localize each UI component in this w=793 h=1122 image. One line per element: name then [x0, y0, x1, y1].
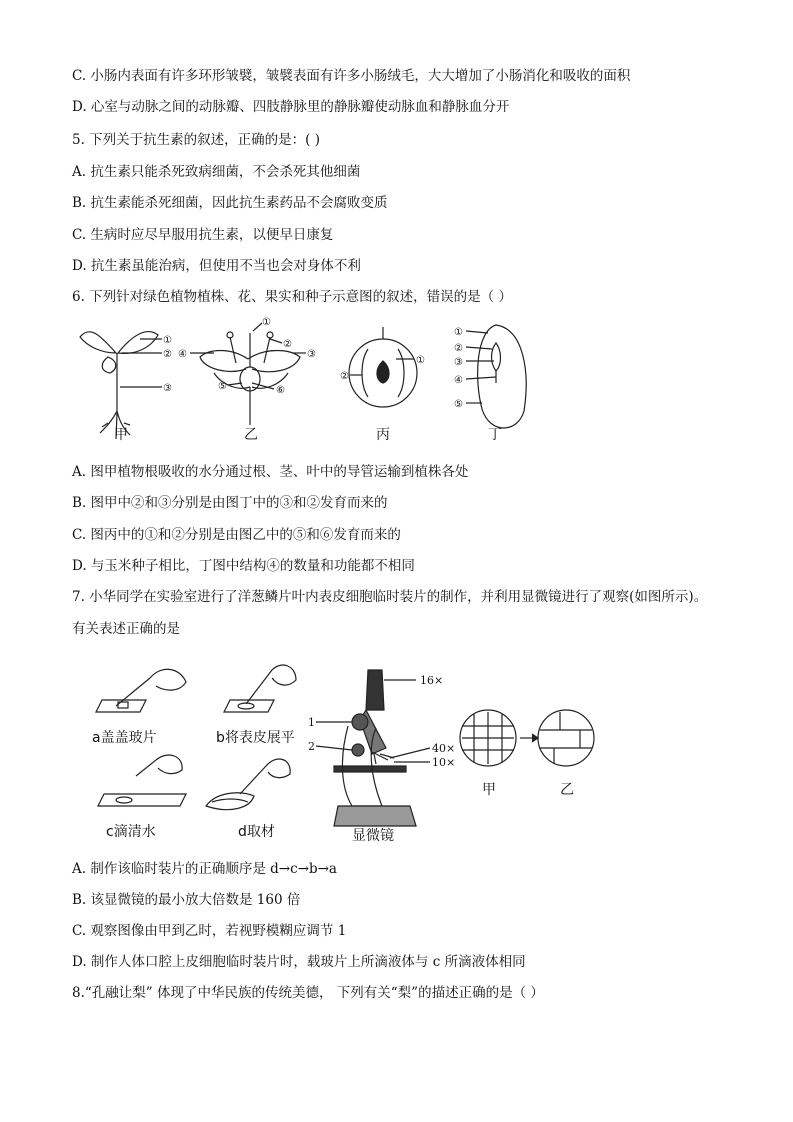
q5-stem: 5. 下列关于抗生素的叙述，正确的是：( ): [72, 132, 320, 148]
ding-marker-1: ①: [454, 327, 463, 338]
view-yi-illustration: [538, 710, 594, 766]
view-yi-label: 乙: [560, 782, 574, 798]
q6-stem: 6. 下列针对绿色植物植株、花、果实和种子示意图的叙述，错误的是（ ）: [72, 289, 512, 305]
step-a-illustration: [96, 669, 186, 712]
q7-stem-line1: 7. 小华同学在实验室进行了洋葱鳞片叶内表皮细胞临时装片的制作，并利用显微镜进行了观察(如图所示)。: [72, 589, 708, 605]
figure-label-yi: 乙: [244, 427, 258, 443]
q6-option-b: B. 图甲中②和③分别是由图丁中的③和②发育而来的: [72, 495, 388, 511]
q6-plant-figure: [78, 313, 538, 445]
microscope-label: 显微镜: [352, 828, 394, 844]
figure-label-jia: 甲: [114, 427, 128, 443]
eyepiece-magnification: 16×: [420, 674, 444, 687]
objective-40x-label: 40×: [432, 742, 456, 755]
figure-label-bing: 丙: [376, 427, 390, 443]
view-jia-illustration: [460, 710, 516, 766]
q6-option-a: A. 图甲植物根吸收的水分通过根、茎、叶中的导管运输到植株各处: [72, 464, 469, 480]
q7-option-a: A. 制作该临时装片的正确顺序是 d→c→b→a: [72, 861, 337, 877]
figure-label-ding: 丁: [488, 427, 502, 443]
step-b-illustration: [224, 665, 296, 712]
q5-option-b: B. 抗生素能杀死细菌，因此抗生素药品不会腐败变质: [72, 195, 388, 211]
yi-marker-2: ②: [283, 339, 292, 350]
step-a-label: a盖盖玻片: [92, 730, 157, 746]
step-c-label: c滴清水: [106, 824, 156, 840]
q5-option-d: D. 抗生素虽能治病，但使用不当也会对身体不利: [72, 258, 361, 274]
ding-marker-2: ②: [454, 343, 463, 354]
yi-marker-3: ③: [307, 349, 316, 360]
q7-stem-line2: 有关表述正确的是: [72, 621, 180, 637]
knob-label-1: 1: [308, 716, 315, 729]
ding-marker-3: ③: [454, 357, 463, 368]
ding-marker-5: ⑤: [454, 399, 463, 410]
view-jia-label: 甲: [482, 782, 496, 798]
step-d-label: d取材: [238, 824, 275, 840]
q5-option-a: A. 抗生素只能杀死致病细菌，不会杀死其他细菌: [72, 164, 361, 180]
bing-marker-2: ②: [340, 371, 349, 382]
step-d-illustration: [206, 759, 290, 810]
jia-marker-3: ③: [163, 383, 172, 394]
q7-option-b: B. 该显微镜的最小放大倍数是 160 倍: [72, 892, 301, 908]
q4-option-c: C. 小肠内表面有许多环形皱襞，皱襞表面有许多小肠绒毛，大大增加了小肠消化和吸收的面积: [72, 68, 631, 84]
microscope-illustration: [316, 670, 430, 826]
fruit-diagram-bing: [349, 327, 417, 407]
step-b-label: b将表皮展平: [216, 730, 295, 746]
ding-marker-4: ④: [454, 375, 463, 386]
yi-marker-1: ①: [262, 317, 271, 328]
yi-marker-5: ⑤: [218, 381, 227, 392]
yi-marker-4: ④: [178, 349, 187, 360]
jia-marker-1: ①: [163, 335, 172, 346]
yi-marker-6: ⑥: [276, 385, 285, 396]
q6-option-d: D. 与玉米种子相比，丁图中结构④的数量和功能都不相同: [72, 558, 415, 574]
step-c-illustration: [98, 755, 186, 806]
q6-option-c: C. 图丙中的①和②分别是由图乙中的⑤和⑥发育而来的: [72, 527, 401, 543]
bing-marker-1: ①: [416, 355, 425, 366]
q7-option-c: C. 观察图像由甲到乙时，若视野模糊应调节 1: [72, 923, 347, 939]
objective-10x-label: 10×: [432, 756, 456, 769]
knob-label-2: 2: [308, 740, 315, 753]
q4-option-d: D. 心室与动脉之间的动脉瓣、四肢静脉里的静脉瓣使动脉血和静脉血分开: [72, 99, 510, 115]
plant-diagram-jia: [80, 332, 162, 439]
seed-diagram-ding: [466, 325, 526, 428]
q5-option-c: C. 生病时应尽早服用抗生素，以便早日康复: [72, 227, 334, 243]
q8-stem: 8.“孔融让梨” 体现了中华民族的传统美德， 下列有关“梨”的描述正确的是（ ）: [72, 985, 544, 1001]
q7-experiment-figure: [90, 656, 610, 846]
q7-option-d: D. 制作人体口腔上皮细胞临时装片时，载玻片上所滴液体与 c 所滴液体相同: [72, 954, 526, 970]
jia-marker-2: ②: [163, 349, 172, 360]
